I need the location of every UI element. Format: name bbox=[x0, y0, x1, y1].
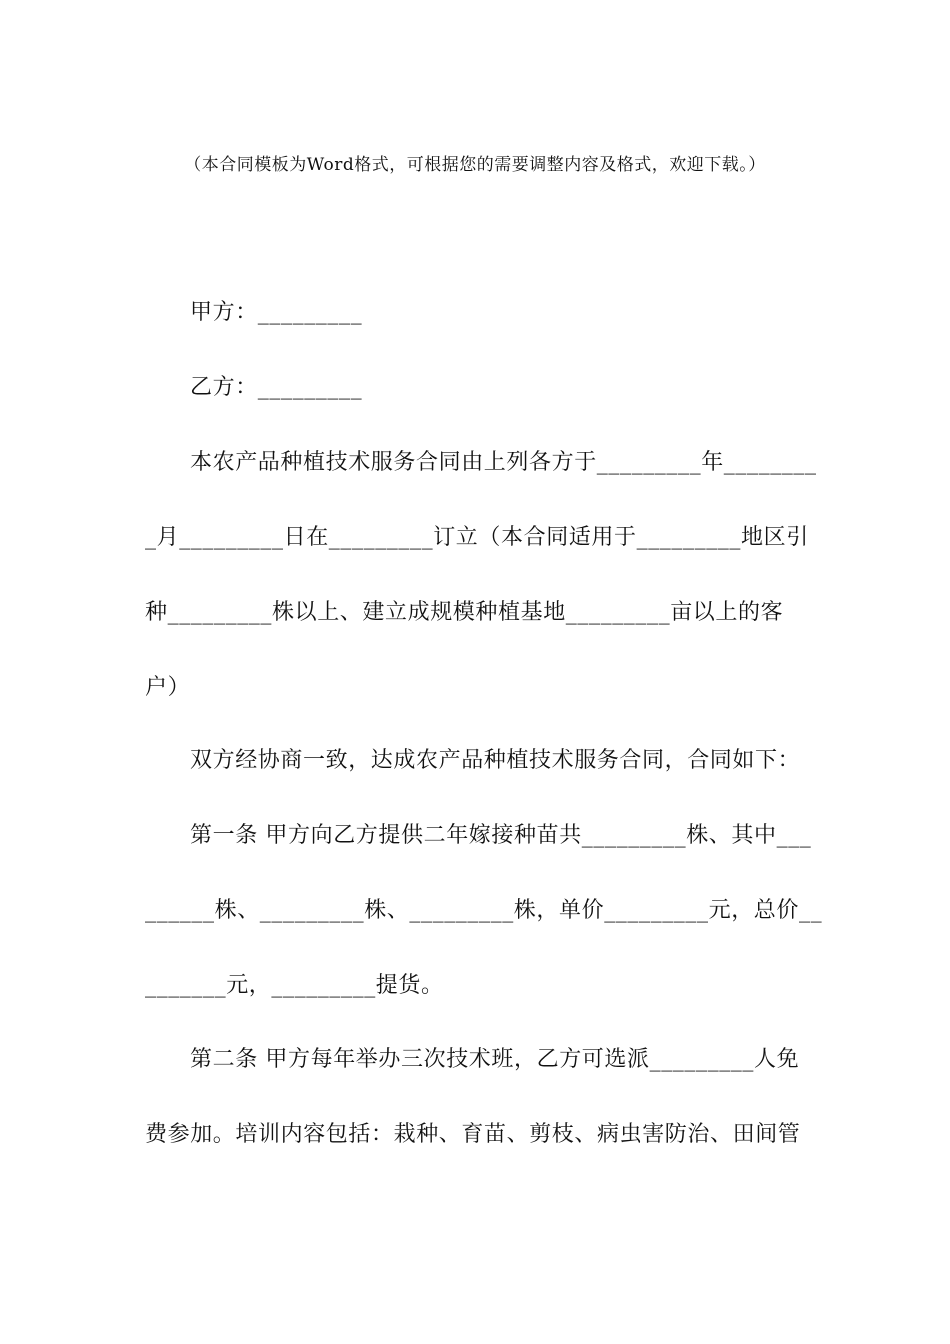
paragraph-line: _月_________日在_________订立（本合同适用于_________地区引 bbox=[145, 525, 809, 550]
paragraph-line: 户） bbox=[145, 675, 191, 700]
paragraph-line: ______株、_________株、_________株，单价_________元，总价__ bbox=[145, 898, 823, 923]
article-2-line: 第二条 甲方每年举办三次技术班，乙方可选派_________人免 bbox=[190, 1047, 800, 1072]
paragraph-line: _______元，_________提货。 bbox=[145, 973, 444, 998]
paragraph-line: 双方经协商一致，达成农产品种植技术服务合同，合同如下： bbox=[190, 748, 801, 773]
party-b-line: 乙方：_________ bbox=[190, 375, 363, 400]
template-note: （本合同模板为Word格式，可根据您的需要调整内容及格式，欢迎下载。） bbox=[184, 155, 766, 175]
paragraph-line: 本农产品种植技术服务合同由上列各方于_________年________ bbox=[190, 450, 817, 475]
article-1-line: 第一条 甲方向乙方提供二年嫁接种苗共_________株、其中___ bbox=[190, 823, 812, 848]
paragraph-line: 种_________株以上、建立成规模种植基地_________亩以上的客 bbox=[145, 600, 784, 625]
paragraph-line: 费参加。培训内容包括：栽种、育苗、剪枝、病虫害防治、田间管 bbox=[145, 1122, 801, 1147]
party-a-line: 甲方：_________ bbox=[190, 300, 363, 325]
